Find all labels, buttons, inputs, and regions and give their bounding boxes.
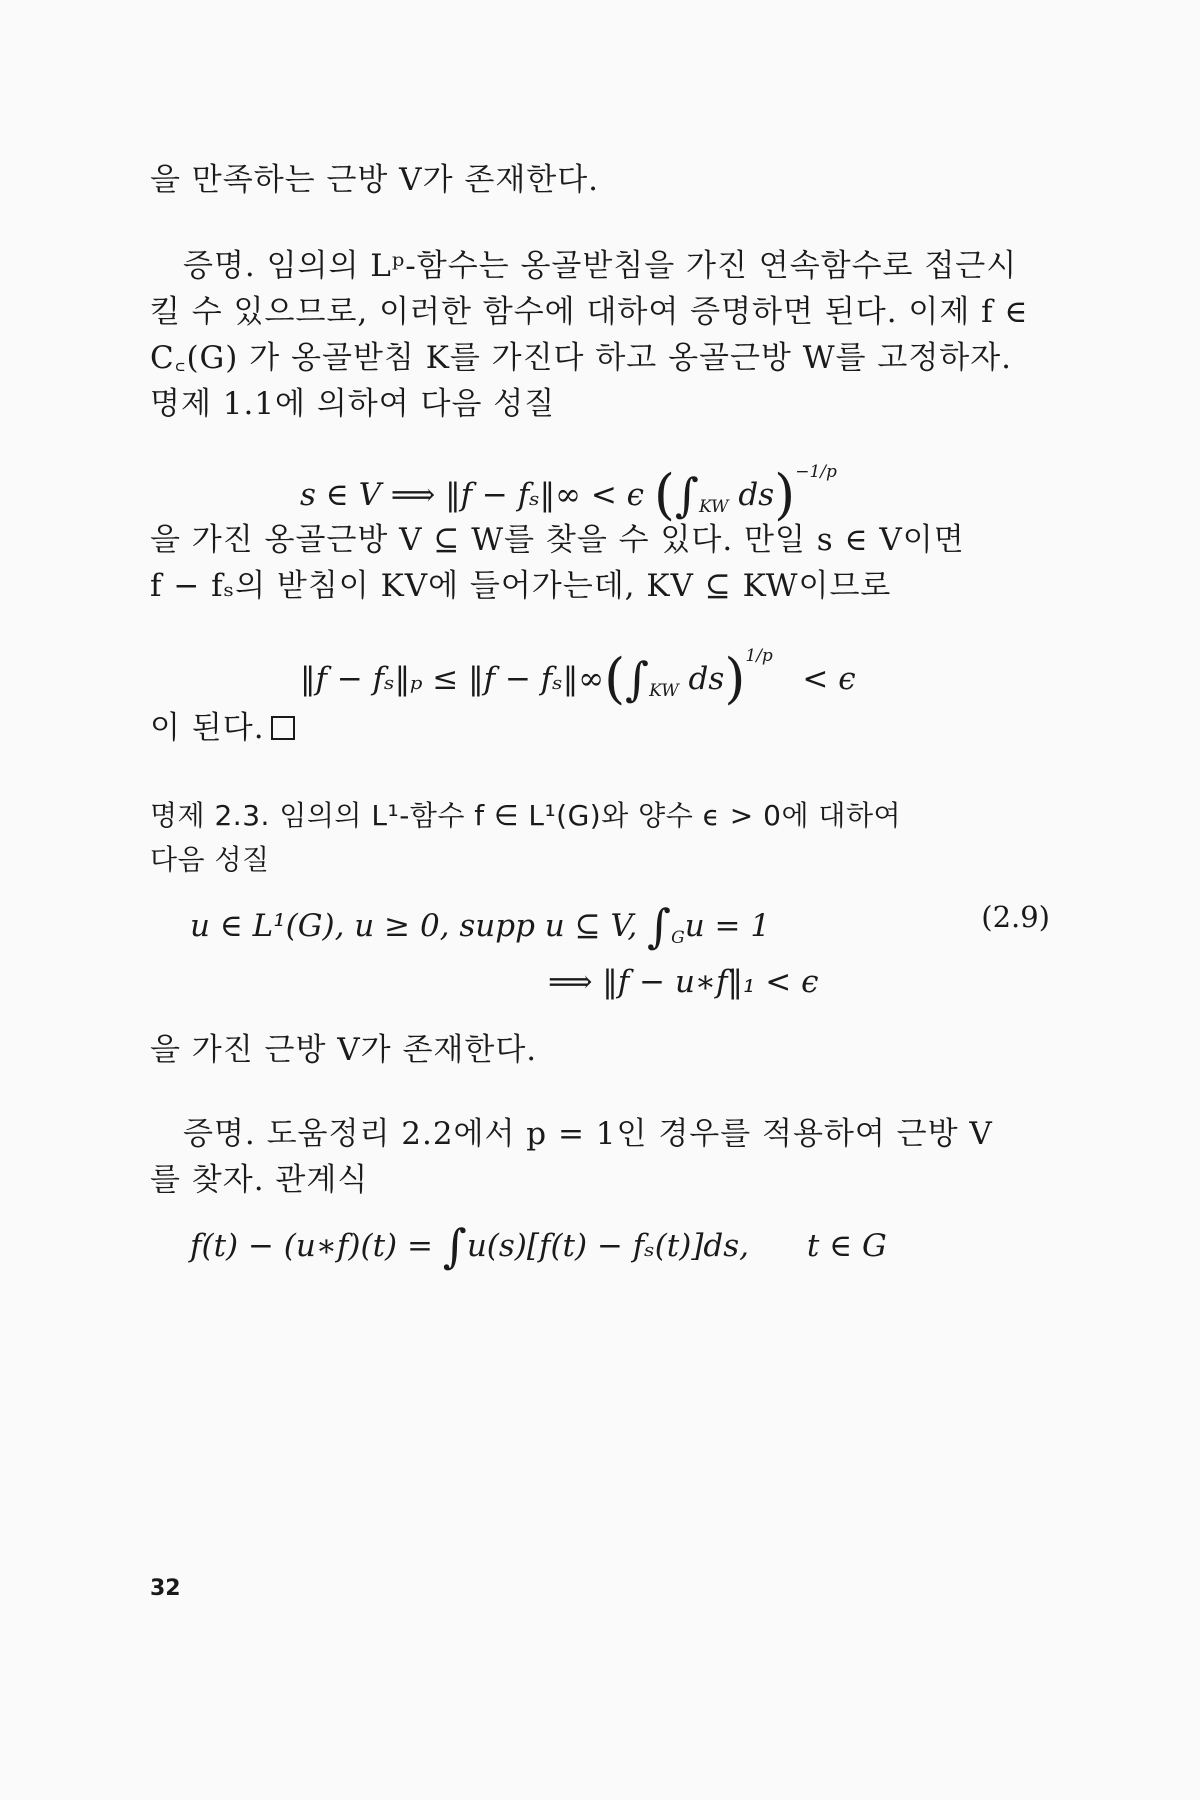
eq1-integral-domain: KW (698, 497, 729, 518)
proposition-line-2: 다음 성질 (150, 843, 270, 876)
eq4-right: t ∈ G (806, 1228, 887, 1264)
equation-2 (300, 636, 856, 711)
eq2-close-paren: ) (724, 647, 746, 710)
eq1-exponent: −1/p (795, 462, 837, 482)
equation-number: (2.9) (981, 900, 1050, 934)
eq2-ds: ds (688, 661, 725, 697)
eq2-integral-domain: KW (649, 681, 679, 702)
text-line-4-text: 이 된다. (150, 710, 265, 746)
text-line-5: 을 가진 근방 V가 존재한다. (150, 1032, 538, 1068)
proof-line-4: 명제 1.1에 의하여 다음 성질 (150, 386, 556, 422)
eq2-right: < ϵ (802, 661, 856, 697)
text-line-4 (150, 708, 295, 748)
qed-box-icon (271, 716, 295, 740)
proof-line-3: C꜀(G) 가 옹골받침 K를 가진다 하고 옹골근방 W를 고정하자. (150, 340, 1013, 376)
text-line-1: 을 만족하는 근방 V가 존재한다. (150, 162, 600, 198)
eq3-integral-sign: ∫ (647, 899, 672, 953)
equation-3-line-2: ⟹ ‖f − u∗f‖₁ < ϵ (548, 964, 819, 1000)
eq1-left: s ∈ V ⟹ ‖f − fₛ‖∞ < ϵ (300, 477, 645, 513)
proof2-line-1: 증명. 도움정리 2.2에서 p = 1인 경우를 적용하여 근방 V (183, 1116, 993, 1152)
eq4-mid: u(s)[f(t) − fₛ(t)]ds, (466, 1228, 750, 1264)
eq1-open-paren: ( (653, 463, 675, 526)
eq1-integral-sign: ∫ (674, 468, 699, 522)
equation-1 (300, 452, 837, 527)
eq2-exponent: 1/p (745, 646, 773, 666)
eq1-ds: ds (738, 477, 775, 513)
eq3-integral-domain: G (671, 928, 685, 949)
equation-4 (190, 1219, 887, 1273)
proof-line-2: 킬 수 있으므로, 이러한 함수에 대하여 증명하면 된다. 이제 f ∈ (150, 294, 1029, 330)
eq2-open-paren: ( (604, 647, 626, 710)
eq4-left: f(t) − (u∗f)(t) = (190, 1228, 433, 1264)
page-number: 32 (150, 1576, 181, 1601)
equation-3-line-1 (190, 899, 771, 958)
eq4-integral-sign: ∫ (442, 1219, 467, 1273)
proposition-line-1: 명제 2.3. 임의의 L¹-함수 f ∈ L¹(G)와 양수 ϵ > 0에 대하여 (150, 799, 902, 832)
eq2-left: ‖f − fₛ‖ₚ ≤ ‖f − fₛ‖∞ (300, 661, 605, 697)
text-line-3: f − fₛ의 받침이 KV에 들어가는데, KV ⊆ KW이므로 (150, 568, 892, 604)
eq2-integral-sign: ∫ (625, 652, 650, 706)
proof-line-1: 증명. 임의의 Lᵖ-함수는 옹골받침을 가진 연속함수로 접근시 (183, 248, 1018, 284)
eq1-close-paren: ) (774, 463, 796, 526)
proof2-line-2: 를 찾자. 관계식 (150, 1162, 369, 1198)
text-line-2: 을 가진 옹골근방 V ⊆ W를 찾을 수 있다. 만일 s ∈ V이면 (150, 522, 965, 558)
eq3-tail: u = 1 (684, 908, 771, 944)
eq3-line1: u ∈ L¹(G), u ≥ 0, supp u ⊆ V, (190, 908, 638, 944)
